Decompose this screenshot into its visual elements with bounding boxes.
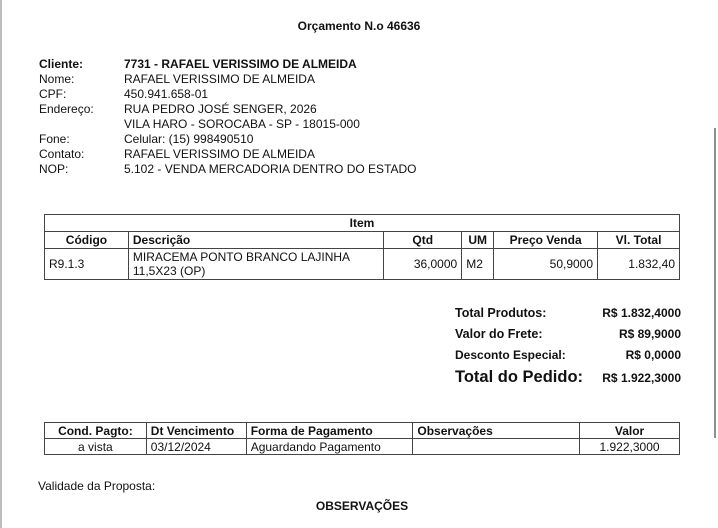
valor-frete-row [455,327,681,348]
total-pedido-row [455,368,681,392]
valor-frete-value: R$ 89,9000 [618,327,681,341]
info-row-nome [39,72,417,87]
info-value: RAFAEL VERISSIMO DE ALMEIDA [124,147,315,161]
column-header-preco-venda: Preço Venda [494,232,598,249]
items-table [44,214,680,280]
info-row-fone [39,132,417,147]
cell-observacoes [413,439,580,455]
total-produtos-value: R$ 1.832,4000 [602,306,681,320]
payment-table [44,422,680,455]
cell-dt-vencimento: 03/12/2024 [146,439,246,455]
column-header-forma-pagamento: Forma de Pagamento [246,423,413,439]
left-page-edge [0,0,2,528]
column-header-cond-pagto: Cond. Pagto: [45,423,147,439]
info-row-cpf [39,87,417,102]
info-value: VILA HARO - SOROCABA - SP - 18015-000 [124,117,360,131]
column-header-dt-vencimento: Dt Vencimento [146,423,246,439]
info-label: NOP: [39,162,69,176]
cell-qtd: 36,0000 [384,249,462,280]
cell-preco-venda: 50,9000 [494,249,598,280]
total-produtos-label: Total Produtos: [455,306,547,320]
info-label [39,117,124,132]
cell-forma-pagamento: Aguardando Pagamento [246,439,413,455]
desconto-row [455,348,681,368]
valor-frete-label: Valor do Frete: [455,327,543,341]
desconto-label: Desconto Especial: [455,348,566,362]
document-title: Orçamento N.o 46636 [297,19,421,33]
client-info-block [39,57,417,177]
validade-label: Validade da Proposta: [38,479,156,493]
cell-descricao: MIRACEMA PONTO BRANCO LAJINHA 11,5X23 (OP) [128,249,383,280]
info-row-contato [39,147,417,162]
total-pedido-label: Total do Pedido: [455,368,584,386]
info-row-endereco-2 [39,117,417,132]
column-header-observacoes: Observações [413,423,580,439]
cell-valor: 1.922,3000 [580,439,680,455]
desconto-value: R$ 0,0000 [625,348,681,362]
column-header-um: UM [462,232,494,249]
total-pedido-value: R$ 1.922,3000 [602,371,681,385]
cell-codigo: R9.1.3 [45,249,129,280]
column-header-vl-total: Vl. Total [598,232,680,249]
info-label: Nome: [39,72,75,86]
table-row [45,439,680,455]
observacoes-heading: OBSERVAÇÕES [315,499,409,513]
column-header-valor: Valor [580,423,680,439]
info-value: Celular: (15) 998490510 [124,132,254,146]
info-label: Fone: [39,132,70,146]
info-label: Endereço: [39,102,94,116]
info-row-nop [39,162,417,177]
info-value: RAFAEL VERISSIMO DE ALMEIDA [124,72,315,86]
cell-vl-total: 1.832,40 [598,249,680,280]
total-produtos-row [455,306,681,327]
cell-cond-pagto: a vista [45,439,147,455]
info-row-cliente [39,57,417,72]
column-header-qtd: Qtd [384,232,462,249]
info-row-endereco [39,102,417,117]
items-header-row [45,232,680,249]
info-label: CPF: [39,87,67,101]
totals-block [455,306,681,392]
info-value: 450.941.658-01 [124,87,209,101]
info-value: RUA PEDRO JOSÉ SENGER, 2026 [124,102,317,116]
info-value: 7731 - RAFAEL VERISSIMO DE ALMEIDA [124,57,357,71]
scrollbar-track[interactable] [714,128,716,438]
info-value: 5.102 - VENDA MERCADORIA DENTRO DO ESTADO [124,162,417,176]
info-label: Cliente: [39,57,84,71]
table-row [45,249,680,280]
info-label: Contato: [39,147,85,161]
items-group-header: Item [45,215,680,232]
column-header-codigo: Código [45,232,129,249]
cell-um: M2 [462,249,494,280]
column-header-descricao: Descrição [128,232,383,249]
payment-header-row [45,423,680,439]
